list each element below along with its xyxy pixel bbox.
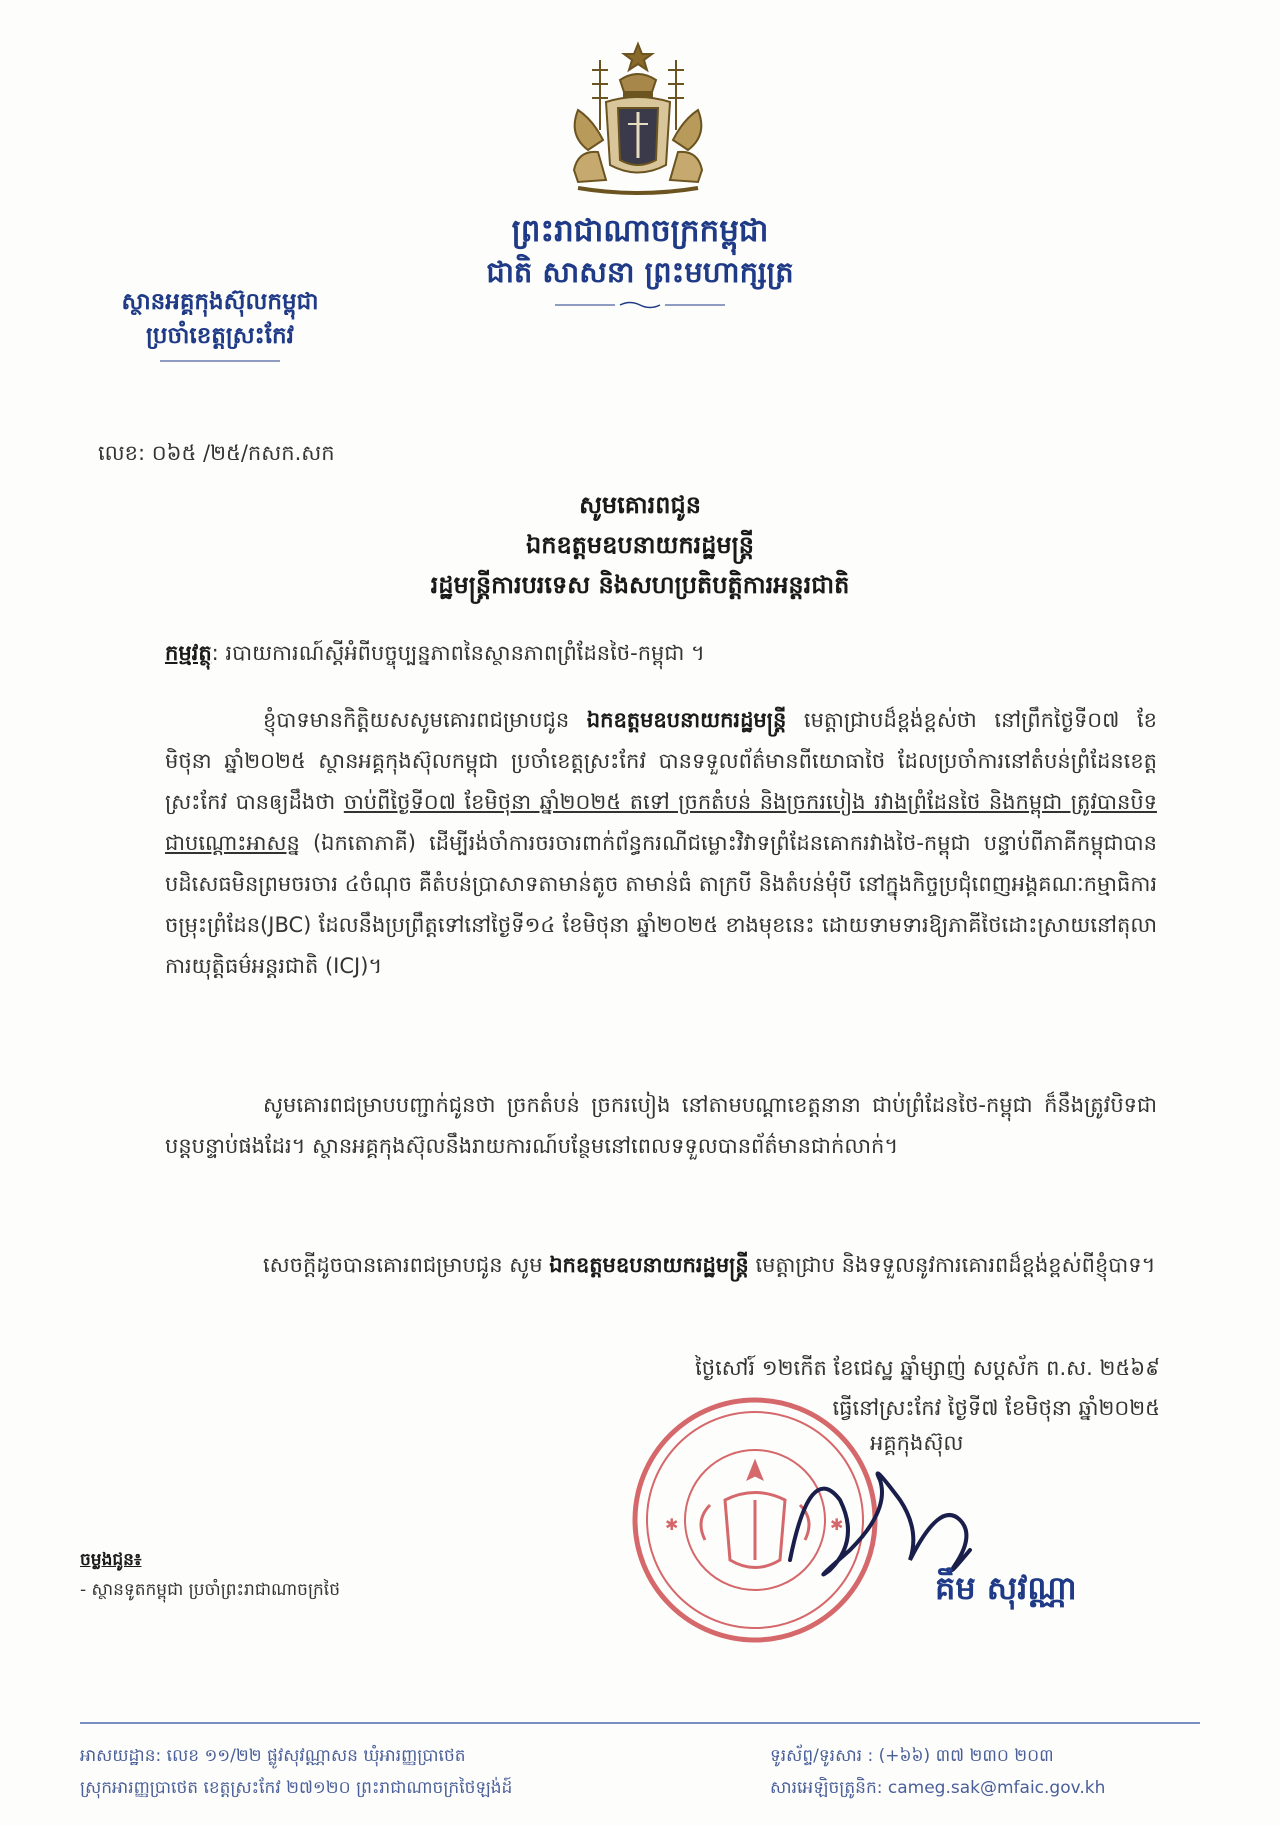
body-paragraph-1: [165, 700, 1157, 987]
subject-line: [165, 640, 1155, 671]
recipient-title: ឯកឧត្តមឧបនាយករដ្ឋមន្ត្រី: [525, 531, 755, 559]
salutation: សូមគោរពជូន: [579, 491, 701, 519]
email-address: សារអេឡិចត្រូនិក: cameg.sak@mfaic.gov.kh: [770, 1778, 1106, 1798]
address-line-1: អាសយដ្ឋាន: លេខ ១១/២២ ផ្លូវសុវណ្ណាសន ឃុំអារញ្ញប្រាថេត: [80, 1746, 466, 1766]
recipient-ministry: រដ្ឋមន្ត្រីការបរទេស និងសហប្រតិបត្តិការអន្តរជាតិ: [430, 571, 850, 599]
paragraph-text: (ឯកតោភាគី) ដើម្បីរង់ចាំការចរចារពាក់ព័ន្ធករណីជម្លោះវិវាទព្រំដែនគោករវាងថៃ-កម្ពុជា បន្ទាប់ពីភាគីកម្ពុជាបានបដិសេធមិនព្រមចរចារ ៤ចំណុច គឺតំបន់ប្រាសាទតាមាន់តូច តាមាន់ធំ តាក្របី និងតំបន់មុំបី នៅក្នុងកិច្ចប្រជុំពេញអង្គគណៈកម្មាធិការចម្រុះព្រំដែន(JBC) ដែលនឹងប្រព្រឹត្តទៅនៅថ្ងៃទី១៤ ខែមិថុនា ឆ្នាំ២០២៥ ខាងមុខនេះ ដោយទាមទារឱ្យភាគីថៃដោះស្រាយនៅតុលាការយុត្តិធម៌អន្តរជាតិ (ICJ)។: [165, 831, 1157, 978]
ornament-divider-icon: [160, 357, 280, 365]
copy-to-item: - ស្ថានទូតកម្ពុជា ប្រចាំព្រះរាជាណាចក្រថៃ: [80, 1580, 340, 1600]
phone-fax: ទូរស័ព្ទ/ទូរសារ : (+៦៦) ៣៧ ២៣០ ២០៣: [770, 1746, 1054, 1766]
national-motto: ជាតិ សាសនា ព្រះមហាក្សត្រ: [486, 255, 794, 289]
svg-text:✱: ✱: [830, 1515, 844, 1534]
signer-name: គឹម សុវណ្ណា: [935, 1569, 1077, 1607]
paragraph-text: សូមគោរពជម្រាបបញ្ជាក់ជូនថា ច្រកតំបន់ ច្រករបៀង នៅតាមបណ្តាខេត្តនានា ជាប់ព្រំដែនថៃ-កម្ពុជា ក៏នឹងត្រូវបិទជាបន្តបន្ទាប់ផងដែរ។ ស្ថានអគ្គកុងស៊ុលនឹងរាយការណ៍បន្ថែមនៅពេលទទួលបានព័ត៌មានជាក់លាក់។: [165, 1093, 1158, 1158]
paragraph-text: មេត្តាជ្រាបដ៏ខ្ពង់ខ្ពស់ថា នៅព្រឹកថ្ងៃទី០៧ ខែមិថុនា ឆ្នាំ២០២៥ ស្ថានអគ្គកុងស៊ុលកម្ពុជា ប្រចាំខេត្តស្រះកែវ បានទទួលព័ត៌មានពីយោធាថៃ ដែលប្រចាំការនៅតំបន់ព្រំដែនខេត្តស្រះកែវ បានឲ្យដឹងថា: [165, 708, 1157, 814]
address-line-2: ស្រុកអារញ្ញប្រាថេត ខេត្តស្រះកែវ ២៧១២០ ព្រះរាជាណាចក្រថៃឡង់ដ៍: [80, 1778, 513, 1798]
subject-text: : របាយការណ៍ស្តីអំពីបច្ចុប្បន្នភាពនៃស្ថានភាពព្រំដែនថៃ-កម្ពុជា ។: [211, 641, 705, 665]
footer-contact: [770, 1740, 1230, 1804]
paragraph-text: មេត្តាជ្រាប និងទទួលនូវការគោរពដ៏ខ្ពង់ខ្ពស់ពីខ្ញុំបាទ។: [748, 1253, 1156, 1277]
svg-text:✱: ✱: [665, 1515, 679, 1534]
body-paragraph-3: [165, 1245, 1157, 1286]
recipient-block: [160, 485, 1120, 605]
footer-address: [80, 1740, 640, 1804]
royal-coat-of-arms-emblem: [548, 40, 728, 200]
bold-title: ឯកឧត្តមឧបនាយករដ្ឋមន្ត្រី: [549, 1253, 749, 1277]
signer-title: អគ្គកុងស៊ុល: [870, 1431, 964, 1455]
subject-label: កម្មវត្ថុ: [165, 641, 212, 665]
paragraph-text: ខ្ញុំបាទមានកិត្តិយសសូមគោរពជម្រាបជូន: [263, 708, 587, 732]
reference-number: លេខ: ០៦៥ /២៥/កសក.សក: [98, 441, 335, 465]
copy-to-title: ចម្លងជូន៖: [80, 1550, 142, 1570]
consulate-location: ប្រចាំខេត្តស្រះកែវ: [146, 322, 294, 349]
footer-divider: [80, 1722, 1200, 1724]
kingdom-name: ព្រះរាជាណាចក្រកម្ពុជា: [511, 213, 769, 249]
place-date: ធ្វើនៅស្រះកែវ ថ្ងៃទី៧ ខែមិថុនា ឆ្នាំ២០២៥: [832, 1396, 1160, 1420]
lunar-date: ថ្ងៃសៅរ៍ ១២កើត ខែជេស្ឋ ឆ្នាំម្សាញ់ សប្តស័ក ព.ស. ២៥៦៩: [695, 1356, 1160, 1380]
ornament-divider-icon: [555, 300, 725, 310]
consulate-header: [70, 285, 370, 365]
bold-title: ឯកឧត្តមឧបនាយករដ្ឋមន្ត្រី: [586, 708, 787, 732]
body-paragraph-2: [165, 1085, 1157, 1167]
paragraph-text: សេចក្តីដូចបានគោរពជម្រាបជូន សូម: [263, 1253, 550, 1277]
kingdom-motto: [380, 210, 900, 310]
consulate-name: ស្ថានអគ្គកុងស៊ុលកម្ពុជា: [121, 288, 319, 315]
underlined-text: ចាប់ពីថ្ងៃទី០៧ ខែមិថុនា ឆ្នាំ២០២៥ តទៅ ច្រកតំបន់ និងច្រករបៀង រវាងព្រំដែនថៃ និងកម្ពុជា ត្រូវបានបិទជាបណ្តោះអាសន្ន: [165, 790, 1157, 855]
copy-to-block: [80, 1545, 460, 1605]
